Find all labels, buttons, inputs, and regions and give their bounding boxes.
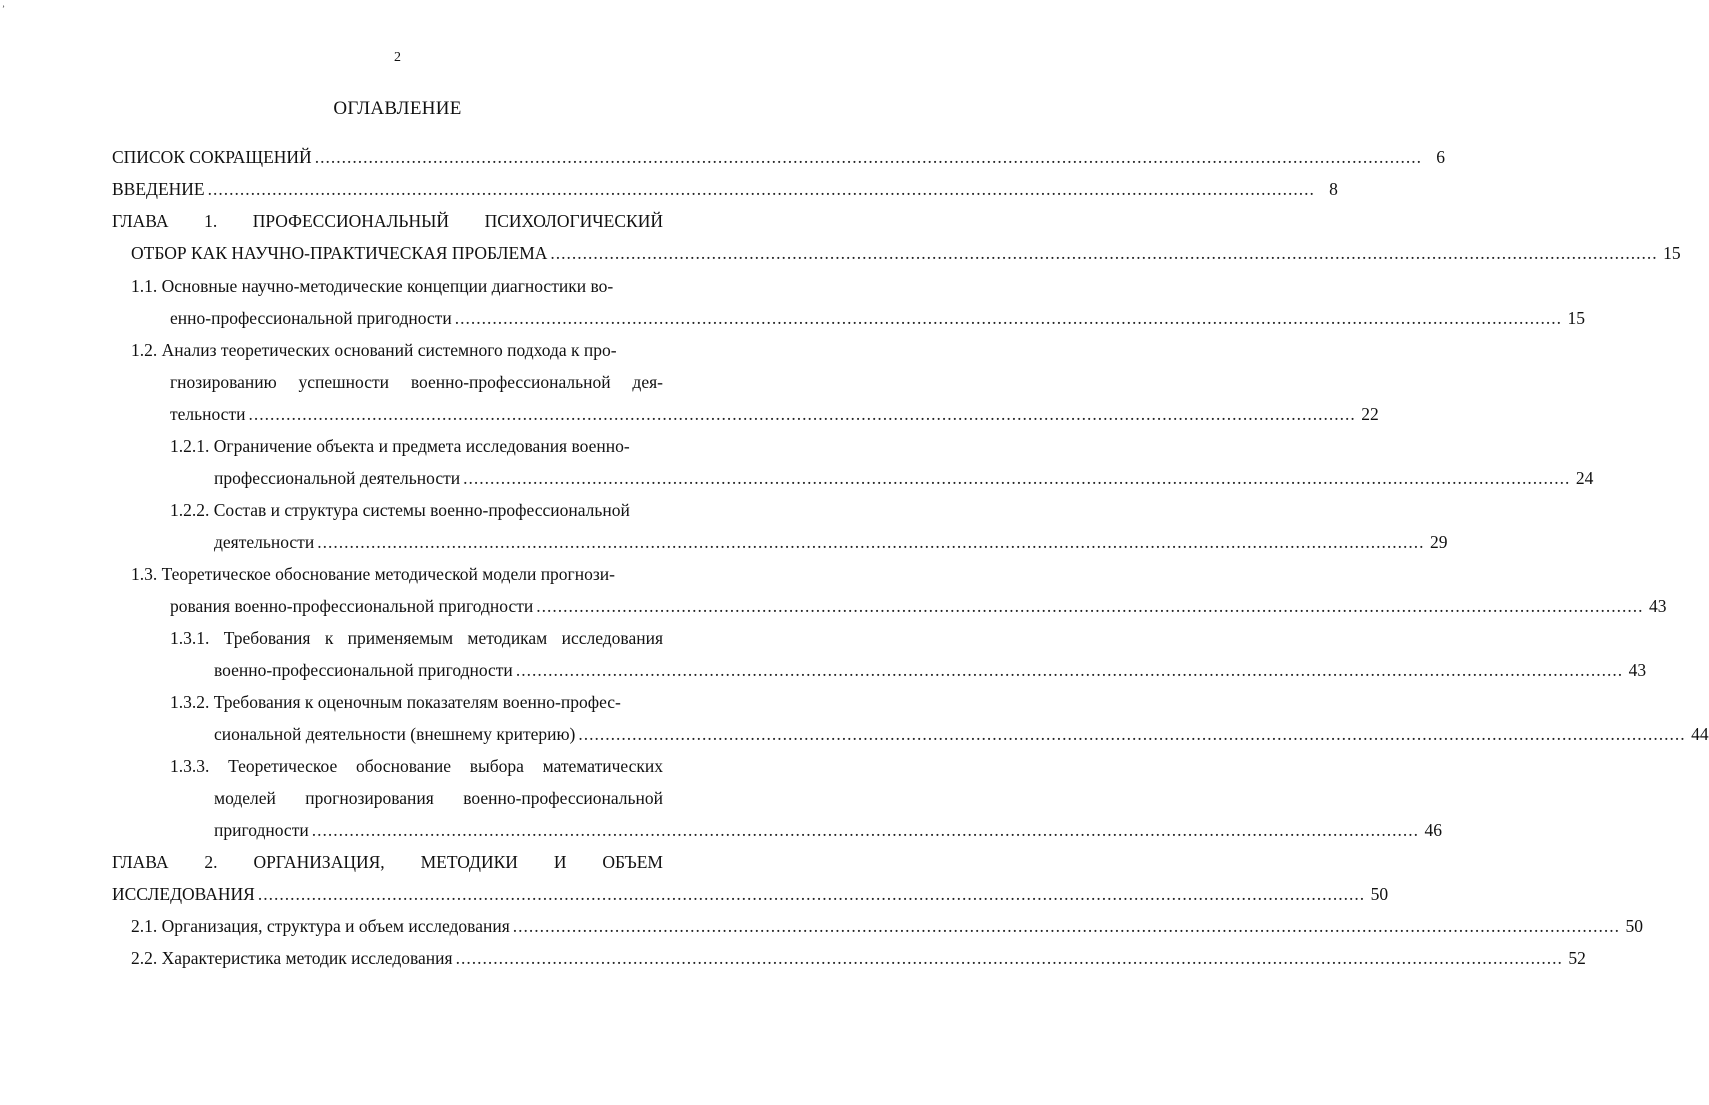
toc-entry-1-3-line2[interactable]	[170, 590, 1667, 622]
toc-leader: ..............................................................................................................................................................................................................	[317, 532, 1425, 552]
toc-entry-text: енно-профессиональной пригодности	[170, 308, 452, 328]
toc-entry-text: 1.3. Теоретическое обоснование методической модели прогнози-	[131, 564, 615, 584]
toc-word: дея-	[632, 372, 663, 392]
toc-entry-text: ИССЛЕДОВАНИЯ	[112, 884, 255, 904]
toc-entry-1-2-2[interactable]	[170, 494, 663, 526]
toc-entry-2-1[interactable]	[131, 910, 1644, 942]
toc-entry-1-3-3-line2[interactable]	[214, 782, 663, 814]
toc-entry-text: профессиональной деятельности	[214, 468, 461, 488]
toc-word: 1.	[204, 211, 218, 231]
toc-entry-chapter-2-line2[interactable]	[112, 878, 1389, 910]
toc-page-number: 50	[1625, 916, 1644, 936]
toc-entry-text: военно-профессиональной пригодности	[214, 660, 513, 680]
toc-entry-1-2-2-line2[interactable]	[214, 526, 1448, 558]
toc-entry-text: пригодности	[214, 820, 309, 840]
toc-word: методикам	[467, 628, 548, 648]
toc-entry-1-2-1[interactable]	[170, 430, 663, 462]
toc-word: к	[324, 628, 334, 648]
toc-page-number: 15	[1567, 308, 1585, 328]
toc-entry-chapter-1-line2[interactable]	[131, 237, 1681, 269]
toc-entry-chapter-1[interactable]	[112, 205, 663, 237]
toc-entry-text: ОТБОР КАК НАУЧНО-ПРАКТИЧЕСКАЯ ПРОБЛЕМА	[131, 243, 548, 263]
toc-entry-text: 1.2.1. Ограничение объекта и предмета исследования военно-	[170, 436, 630, 456]
toc-word: успешности	[298, 372, 389, 392]
toc-word: военно-профессиональной	[463, 788, 663, 808]
toc-entry-text: 1.2. Анализ теоретических оснований системного подхода к про-	[131, 340, 617, 360]
toc-leader: ..............................................................................................................................................................................................................	[455, 948, 1563, 968]
toc-leader: ..............................................................................................................................................................................................................	[515, 660, 1624, 680]
toc-entry-1-3-1[interactable]	[170, 622, 663, 654]
toc-entry-chapter-2[interactable]	[112, 846, 663, 878]
toc-word: И	[553, 852, 567, 872]
toc-entry-1-3[interactable]	[131, 558, 663, 590]
toc-page-number: 22	[1361, 404, 1379, 424]
toc-entry-1-2-line2[interactable]	[170, 366, 663, 398]
toc-word: обоснование	[355, 756, 451, 776]
toc-word: применяемым	[347, 628, 454, 648]
toc-entry-line	[170, 750, 663, 782]
toc-entry-line	[170, 366, 663, 398]
toc-page-number: 24	[1575, 468, 1594, 488]
toc-entry-1-1-line2[interactable]	[170, 302, 1585, 334]
toc-entry-1-3-3-line3[interactable]	[214, 814, 1442, 846]
toc-entry-text: 2.2. Характеристика методик исследования	[131, 948, 453, 968]
toc-word: гнозированию	[170, 372, 277, 392]
toc-page-number: 43	[1649, 596, 1667, 616]
toc-entry-text: деятельности	[214, 532, 315, 552]
toc-page-number: 43	[1628, 660, 1647, 680]
toc-page-number: 15	[1663, 243, 1681, 263]
toc-leader: ..............................................................................................................................................................................................................	[512, 916, 1621, 936]
toc-word: ГЛАВА	[112, 211, 169, 231]
toc-entry-1-3-1-line2[interactable]	[214, 654, 1647, 686]
toc-entry-1-2-1-line2[interactable]	[214, 462, 1594, 494]
toc-leader: ..............................................................................................................................................................................................................	[550, 243, 1658, 263]
toc-entry-text: тельности	[170, 404, 246, 424]
toc-entry-text: 1.2.2. Состав и структура системы военно-профессиональной	[170, 500, 630, 520]
toc-leader: ..............................................................................................................................................................................................................	[454, 308, 1562, 328]
toc-entry-text: СПИСОК СОКРАЩЕНИЙ	[112, 147, 312, 167]
toc-entry-text: ВВЕДЕНИЕ	[112, 179, 205, 199]
toc-word: 1.3.3.	[170, 756, 210, 776]
toc-page-number: 44	[1691, 724, 1709, 744]
toc-entry-line	[170, 622, 663, 654]
toc-word: моделей	[214, 788, 276, 808]
toc-entry-1-3-2[interactable]	[170, 686, 663, 718]
toc-page-number: 52	[1568, 948, 1586, 968]
toc-entry-line	[112, 205, 663, 237]
toc-leader: ..............................................................................................................................................................................................................	[536, 596, 1644, 616]
toc-entry-text: 2.1. Организация, структура и объем исследования	[131, 916, 510, 936]
toc-entry-1-1[interactable]	[131, 270, 663, 302]
toc-leader: ..............................................................................................................................................................................................................	[578, 724, 1686, 744]
toc-entry-1-3-3[interactable]	[170, 750, 663, 782]
toc-word: Теоретическое	[228, 756, 338, 776]
toc-entry-1-2[interactable]	[131, 334, 663, 366]
toc-entry-text: сиональной деятельности (внешнему критерию)	[214, 724, 576, 744]
toc-page-number: 46	[1424, 820, 1442, 840]
toc-word: военно-профессиональной	[410, 372, 611, 392]
scan-mark: ʼ	[2, 4, 5, 14]
toc-entry-1-3-2-line2[interactable]	[214, 718, 1709, 750]
toc-word: исследования	[561, 628, 663, 648]
toc-title: ОГЛАВЛЕНИЕ	[333, 98, 462, 119]
toc-entry-abbreviations[interactable]	[112, 141, 1445, 173]
toc-entry-text: рования военно-профессиональной пригодности	[170, 596, 534, 616]
toc-leader: ..............................................................................................................................................................................................................	[463, 468, 1571, 488]
toc-leader: ..............................................................................................................................................................................................................	[207, 179, 1315, 199]
toc-page-number: 8	[1329, 179, 1338, 199]
toc-entry-text: 1.1. Основные научно-методические концепции диагностики во-	[131, 276, 614, 296]
toc-word: выбора	[469, 756, 524, 776]
toc-leader: ..............................................................................................................................................................................................................	[257, 884, 1366, 904]
page-number: 2	[394, 50, 401, 65]
toc-word: МЕТОДИКИ	[420, 852, 518, 872]
toc-page-number: 6	[1436, 147, 1445, 167]
toc-word: прогнозирования	[305, 788, 434, 808]
toc-entry-line	[112, 846, 663, 878]
toc-entry-introduction[interactable]	[112, 173, 1338, 205]
toc-word: 2.	[204, 852, 218, 872]
toc-entry-text: 1.3.2. Требования к оценочным показателям военно-профес-	[170, 692, 621, 712]
toc-word: 1.3.1.	[170, 628, 210, 648]
toc-word: ГЛАВА	[112, 852, 169, 872]
toc-word: ОРГАНИЗАЦИЯ,	[253, 852, 385, 872]
toc-entry-1-2-line3[interactable]	[170, 398, 1379, 430]
toc-word: ОБЪЕМ	[602, 852, 663, 872]
toc-page-number: 29	[1429, 532, 1448, 552]
toc-entry-line	[214, 782, 663, 814]
toc-leader: ..............................................................................................................................................................................................................	[311, 820, 1419, 840]
toc-leader: ..............................................................................................................................................................................................................	[248, 404, 1356, 424]
toc-leader: ..............................................................................................................................................................................................................	[314, 147, 1422, 167]
toc-entry-2-2[interactable]	[131, 942, 1586, 974]
toc-page-number: 50	[1370, 884, 1389, 904]
toc-word: ПРОФЕССИОНАЛЬНЫЙ	[252, 211, 450, 231]
toc-word: математических	[542, 756, 663, 776]
toc-word: ПСИХОЛОГИЧЕСКИЙ	[484, 211, 663, 231]
toc-word: Требования	[223, 628, 311, 648]
